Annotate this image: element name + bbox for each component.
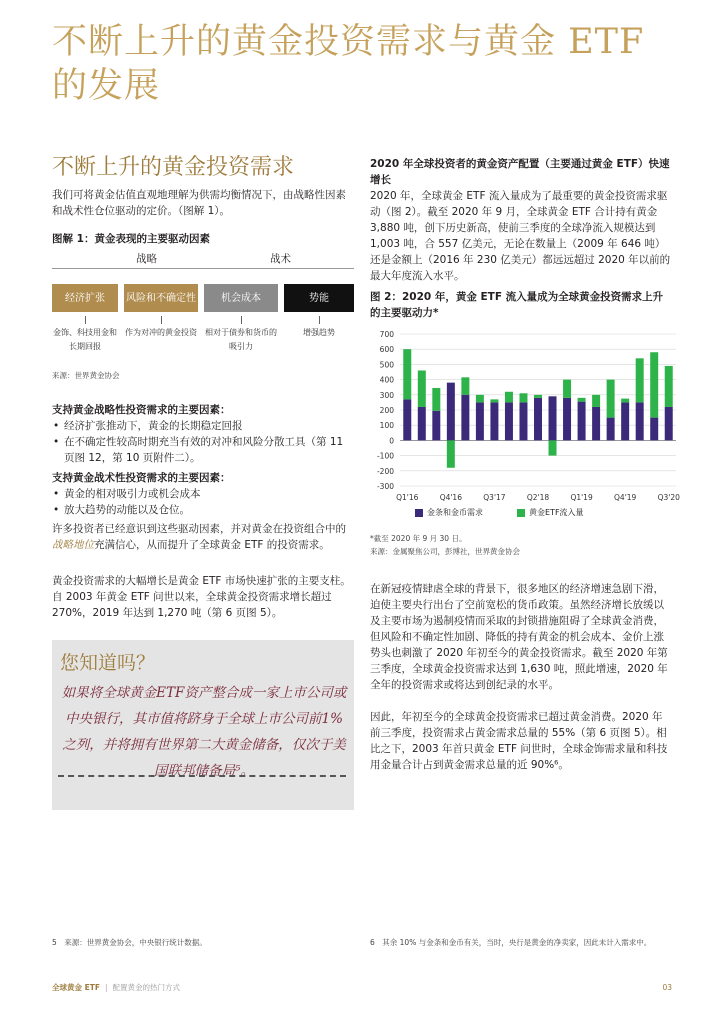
bar-gold-demand [636, 402, 644, 440]
driver-caption: 金饰、科技用金和长期回报 [53, 328, 117, 351]
chart-y-axis [377, 330, 394, 491]
bar-etf-inflow [461, 377, 469, 394]
did-you-know-body: 如果将全球黄金ETF资产整合成一家上市公司或中央银行，其市值将跻身于全球上市公司前1%之列，并将拥有世界第二大黄金储备，仅次于美国联邦储备局⁵。 [61, 685, 347, 779]
dashed-divider [58, 775, 346, 777]
driver-box-economic-expansion: 经济扩张 [52, 284, 118, 312]
bar-etf-inflow [519, 393, 527, 402]
connector-line [241, 316, 242, 324]
bar-etf-inflow [476, 395, 484, 403]
bar-etf-inflow [505, 392, 513, 403]
tactical-list [52, 486, 354, 518]
legend-swatch-gold [415, 509, 423, 517]
bar-gold-demand [447, 383, 455, 441]
x-tick-label: Q3'17 [483, 493, 506, 502]
bar-etf-inflow [563, 380, 571, 398]
bar-etf-inflow [403, 349, 411, 399]
etf-inflow-paragraph: 2020 年，全球黄金 ETF 流入量成为了最重要的黄金投资需求驱动（图 2）。截至 2020 年 9 月，全球黄金 ETF 合计持有黄金 3,880 吨，创下历史新高，使前三季度的全球净流入规模达到 1,003 吨，合 557 亿美元，无论在数量上（2009 年 646 吨）还是金额上（2016 年 230 亿美元）都远远超过 2020 年以前的最大年度流入水平。 [370, 190, 671, 282]
chart-legend [415, 507, 584, 518]
did-you-know-title: 您知道吗？ [60, 652, 156, 674]
x-tick-label: Q3'20 [657, 493, 680, 502]
y-tick-label: -100 [376, 451, 394, 461]
y-tick-label: 0 [389, 436, 394, 446]
bar-gold-demand [461, 395, 469, 441]
strategic-list [52, 418, 354, 466]
y-tick-label: 100 [379, 421, 394, 431]
driver-caption: 相对于债券和货币的吸引力 [205, 328, 277, 351]
x-tick-label: Q2'18 [526, 493, 550, 502]
bar-gold-demand [432, 411, 440, 441]
bar-etf-inflow [418, 370, 426, 406]
bar-gold-demand [505, 402, 513, 440]
bar-gold-demand [665, 407, 673, 440]
legend-swatch-etf [517, 509, 525, 517]
list-item: • 放大趋势的动能以及仓位。 [64, 502, 354, 518]
driver-box-momentum: 势能 [284, 284, 354, 312]
chart-x-axis [396, 493, 680, 502]
text-span: 充满信心，从而提升了全球黄金 ETF 的投资需求。 [94, 539, 330, 551]
bar-etf-inflow [578, 398, 586, 402]
footer-brand: 全球黄金 ETF [52, 983, 100, 992]
figure2-title: 图 2：2020 年，黄金 ETF 流入量成为全球黄金投资需求上升的主要驱动力* [370, 291, 664, 319]
y-tick-label: 400 [379, 375, 394, 385]
x-tick-label: Q1'16 [396, 493, 419, 502]
footer-separator: | [104, 983, 108, 992]
bar-gold-demand [519, 402, 527, 440]
tactical-heading: 支持黄金战术性投资需求的主要因素： [52, 472, 231, 484]
driver-box-opportunity-cost: 机会成本 [204, 284, 278, 312]
footnote-5: 5 来源：世界黄金协会，中央银行统计数据。 [52, 938, 207, 947]
bar-etf-inflow [665, 366, 673, 407]
y-tick-label: -200 [376, 466, 394, 476]
driver-caption: 增强趋势 [303, 328, 335, 337]
driver-caption: 作为对冲的黄金投资 [125, 328, 197, 337]
legend-label-etf: 黄金ETF流入量 [529, 508, 584, 517]
figure1-tactical-label: 战术 [270, 253, 291, 265]
y-tick-label: 300 [379, 390, 394, 400]
figure2-source: 来源：金属聚焦公司，彭博社，世界黄金协会 [370, 547, 520, 556]
bar-etf-inflow [432, 388, 440, 411]
text-span: 许多投资者已经意识到这些驱动因素，并对黄金在投资组合中的 [52, 523, 346, 535]
investor-paragraph [52, 521, 354, 553]
footnote-6: 6 其余 10% 与金条和金币有关，当时，央行是黄金的净卖家，因此未计入需求中。 [370, 938, 652, 947]
page-title: 不断上升的黄金投资需求与黄金 ETF 的发展 [52, 22, 645, 106]
bar-gold-demand [418, 407, 426, 440]
x-tick-label: Q4'16 [439, 493, 462, 502]
page-footer [52, 982, 672, 993]
figure1-divider [52, 268, 354, 269]
bar-etf-inflow [549, 440, 557, 455]
footer-subtitle: 配置黄金的热门方式 [112, 983, 181, 992]
bar-etf-inflow [607, 380, 615, 418]
covid-paragraph: 在新冠疫情肆虐全球的背景下，很多地区的经济增速急剧下滑，迫使主要央行出台了空前宽松的货币政策。虽然经济增长放缓以及主要市场为遏制疫情而采取的封锁措施阻碍了全球黄金消费，但风险和不确定性加剧、降低的持有黄金的机会成本、金价上涨势头也刺激了 2020 年初至今的黄金投资需求。截至 2020 年第三季度，全球黄金投资需求达到 1,630 吨，照此增速，2020 年全年的投资需求或将达到创纪录的水平。 [370, 583, 668, 691]
bar-etf-inflow [650, 352, 658, 417]
bar-etf-inflow [592, 395, 600, 407]
figure1-title: 图解 1：黄金表现的主要驱动因素 [52, 233, 210, 245]
bar-gold-demand [607, 418, 615, 441]
list-item: • 黄金的相对吸引力或机会成本 [64, 486, 354, 502]
bar-etf-inflow [534, 395, 542, 398]
figure1-strategic-label: 战略 [136, 253, 157, 265]
bar-etf-inflow [490, 399, 498, 402]
y-tick-label: 700 [379, 330, 394, 339]
connector-line [85, 316, 86, 324]
bar-etf-inflow [621, 399, 629, 403]
section-title: 不断上升的黄金投资需求 [52, 155, 295, 180]
consumption-paragraph: 因此，年初至今的全球黄金投资需求已超过黄金消费。2020 年前三季度，投资需求占黄金需求总量的 55%（第 6 页图 5）。相比之下，2003 年首只黄金 ETF 问世时，全球金饰需求量和科技用金量合计占到黄金需求总量的近 90%⁶。 [370, 711, 668, 771]
bar-gold-demand [578, 402, 586, 441]
connector-line [161, 316, 162, 324]
figure2-note: *截至 2020 年 9 月 30 日。 [370, 534, 467, 543]
bar-etf-inflow [447, 440, 455, 467]
bar-gold-demand [534, 398, 542, 441]
bar-gold-demand [650, 418, 658, 441]
x-tick-label: Q1'19 [570, 493, 593, 502]
page-number: 03 [662, 983, 672, 992]
y-tick-label: 600 [379, 345, 394, 355]
intro-paragraph: 我们可将黄金估值直观地理解为供需均衡情况下，由战略性因素和战术性仓位驱动的定价。（图解 1）。 [52, 189, 346, 217]
bar-gold-demand [490, 402, 498, 440]
chart-bars [403, 349, 672, 468]
y-tick-label: 200 [379, 406, 394, 415]
bar-gold-demand [592, 407, 600, 440]
allocation-heading: 2020 年全球投资者的黄金资产配置（主要通过黄金 ETF）快速增长 [370, 158, 670, 186]
bar-etf-inflow [636, 358, 644, 402]
growth-paragraph: 黄金投资需求的大幅增长是黄金 ETF 市场快速扩张的主要支柱。自 2003 年黄金 ETF 问世以来，全球黄金投资需求增长超过 270%，2019 年达到 1,270 吨（第 6 页图 5）。 [52, 575, 351, 619]
list-item: • 经济扩张推动下，黄金的长期稳定回报 [64, 418, 354, 434]
strategic-position-link[interactable]: 战略地位 [52, 539, 94, 551]
connector-line [319, 316, 320, 324]
bar-gold-demand [549, 396, 557, 440]
bar-gold-demand [403, 399, 411, 440]
etf-demand-chart [362, 328, 680, 524]
bar-gold-demand [621, 402, 629, 440]
x-tick-label: Q4'19 [614, 493, 637, 502]
y-tick-label: 500 [379, 360, 394, 370]
strategic-heading: 支持黄金战略性投资需求的主要因素： [52, 404, 231, 416]
legend-label-gold: 金条和金币需求 [427, 508, 483, 517]
bar-gold-demand [476, 402, 484, 440]
driver-box-risk-uncertainty: 风险和不确定性 [124, 284, 198, 312]
figure1-source: 来源：世界黄金协会 [52, 371, 120, 380]
bar-gold-demand [563, 398, 571, 441]
y-tick-label: -300 [376, 482, 394, 491]
list-item: • 在不确定性较高时期充当有效的对冲和风险分散工具（第 11 页图 12，第 10 页附件二）。 [64, 434, 354, 466]
